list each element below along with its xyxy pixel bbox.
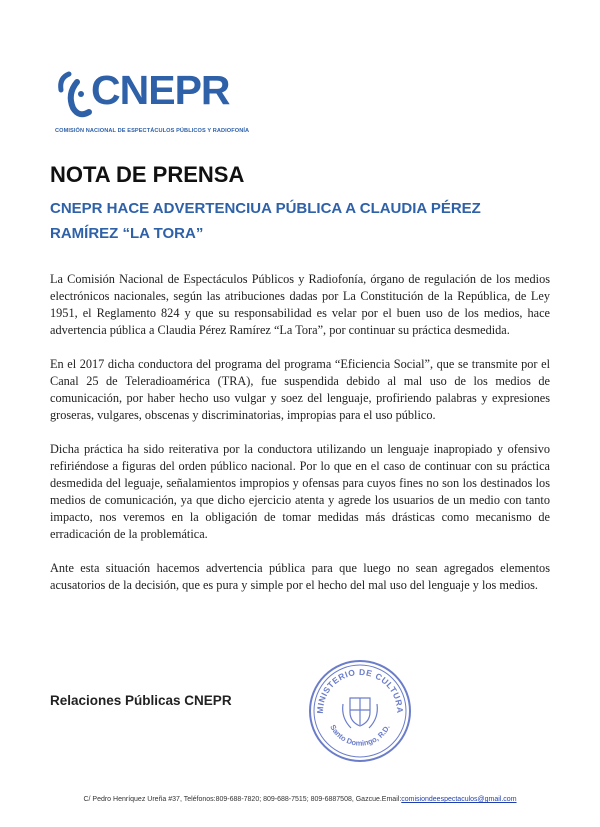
logo-swoosh-icon [55,68,95,124]
paragraph-2: En el 2017 dicha conductora del programa del programa “Eficiencia Social”, que se transmite por el Canal 25 de Teleradioamérica (TRA), fue suspendida debido al mal uso de los medios de comunicación, por haber hecho uso vulgar y soez del lenguaje, profiriendo palabras y expresiones groseras, vulgares, obscenas y discriminatorias, impropias para el uso público. [50,357,550,422]
footer-contact [0,796,600,803]
stamp-top-text: MINISTERIO DE CULTURA [314,666,406,714]
signature: Relaciones Públicas CNEPR [50,693,232,708]
logo-tagline: COMISIÓN NACIONAL DE ESPECTÁCULOS PÚBLICOS Y RADIOFONÍA [55,128,250,134]
document-title: NOTA DE PRENSA [50,162,245,187]
cnepr-logo [55,67,250,140]
paragraph-4: Ante esta situación hacemos advertencia pública para que luego no sean agregados elementos acusatorios de la decisión, que es pura y simple por el hecho del mal uso del lenguaje y los medios. [50,561,550,592]
logo-wordmark: CNEPR [91,67,230,113]
document-subtitle: CNEPR HACE ADVERTENCIUA PÚBLICA A CLAUDIA PÉREZ RAMÍREZ “LA TORA” [50,200,481,242]
ministry-stamp-icon [305,654,415,766]
footer-address: C/ Pedro Henríquez Ureña #37, Teléfonos:809-688-7820; 809-688-7515; 809-6887508, Gazcue.Email: [83,796,402,803]
paragraph-3: Dicha práctica ha sido reiterativa por la conductora utilizando un lenguaje inapropiado y ofensivo refiriéndose a figuras del orden público nacional. Por lo que en el caso de continuar con su práctica desmedida del leguaje, señalamientos impropios y ofensas para cuyos fines no son los destinados los medios de comunicación, ya que dicho ejercicio atenta y agrede los usuarios de un medio con tanto impacto, nos veremos en la obligación de tomar medidas más drásticas como mecanismo de erradicación de la problemática. [50,442,550,541]
stamp-bottom-text: Santo Domingo, R.D. [328,723,392,748]
footer-email-link[interactable]: comisiondeespectaculos@gmail.com [401,796,517,803]
svg-text:Santo Domingo, R.D. [328,723,392,748]
document-body [50,271,550,611]
paragraph-1: La Comisión Nacional de Espectáculos Públicos y Radiofonía, órgano de regulación de los medios electrónicos nacionales, según las atribuciones dadas por La Constitución de la República, de Ley 1951, el Reglamento 824 y que su responsabilidad es velar por el buen uso de los medios, hace advertencia pública a Claudia Pérez Ramírez “La Tora”, por continuar su práctica desmedida. [50,272,550,337]
